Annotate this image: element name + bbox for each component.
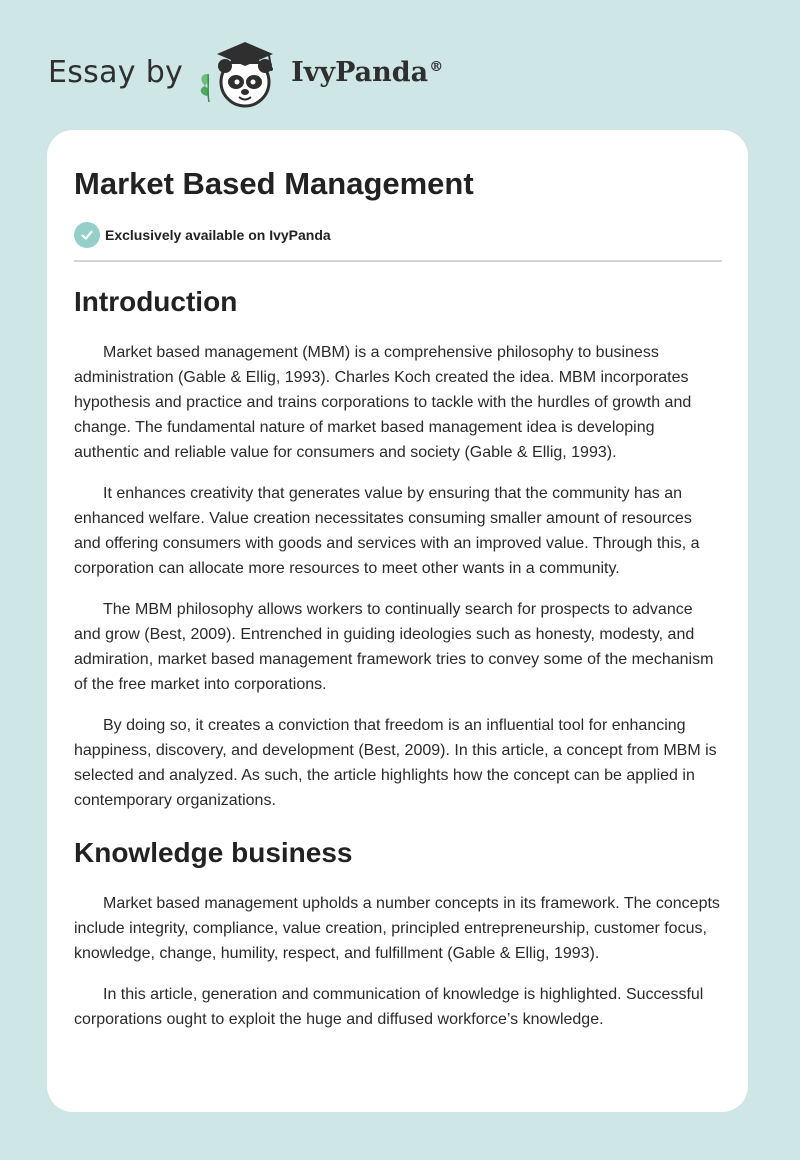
paragraph: Market based management (MBM) is a comprehensive philosophy to business administration (Gable & Ellig, 1993). Charles Koch created the idea. MBM incorporates hypothesis and practice and trains corporations to tackle with the hurdles of growth and change. The fundamental nature of market based management idea is developing authentic and reliable value for consumers and society (Gable & Ellig, 1993). [74,344,692,461]
panda-graduate-icon [195,34,287,110]
essay-by-label: Essay by [48,54,184,90]
exclusive-badge [74,222,722,248]
check-circle-icon [74,222,100,248]
section-heading: Knowledge business [74,837,353,868]
page-title: Market Based Management [74,166,474,201]
section-knowledge-business [74,835,722,1032]
paragraph: By doing so, it creates a conviction that freedom is an influential tool for enhancing happiness, discovery, and development (Best, 2009). In this article, a concept from MBM is selected and analyzed. As such, the article highlights how the concept can be applied in contemporary organizations. [74,717,717,809]
section-introduction [74,284,722,813]
section-heading: Introduction [74,286,238,317]
paragraph: The MBM philosophy allows workers to continually search for prospects to advance and grow (Best, 2009). Entrenched in guiding ideologies such as honesty, modesty, and admiration, market based management framework tries to convey some of the mechanism of the free market into corporations. [74,601,714,693]
paragraph: It enhances creativity that generates value by ensuring that the community has an enhanced welfare. Value creation necessitates consuming smaller amount of resources and offering consumers with goods and services with an improved value. Through this, a corporation can allocate more resources to meet other wants in a community. [74,485,700,577]
exclusive-badge-label: Exclusively available on IvyPanda [105,227,331,243]
essay-card [47,130,748,1112]
paragraph: In this article, generation and communication of knowledge is highlighted. Successful corporations ought to exploit the huge and diffused workforce’s knowledge. [74,986,704,1028]
paragraph: Market based management upholds a number concepts in its framework. The concepts include integrity, compliance, value creation, principled entrepreneurship, customer focus, knowledge, change, humility, respect, and fulfillment (Gable & Ellig, 1993). [74,895,720,962]
registered-mark: ® [429,58,444,75]
site-header [48,34,443,110]
brand-name: IvyPanda® [291,56,444,88]
divider [74,260,722,262]
